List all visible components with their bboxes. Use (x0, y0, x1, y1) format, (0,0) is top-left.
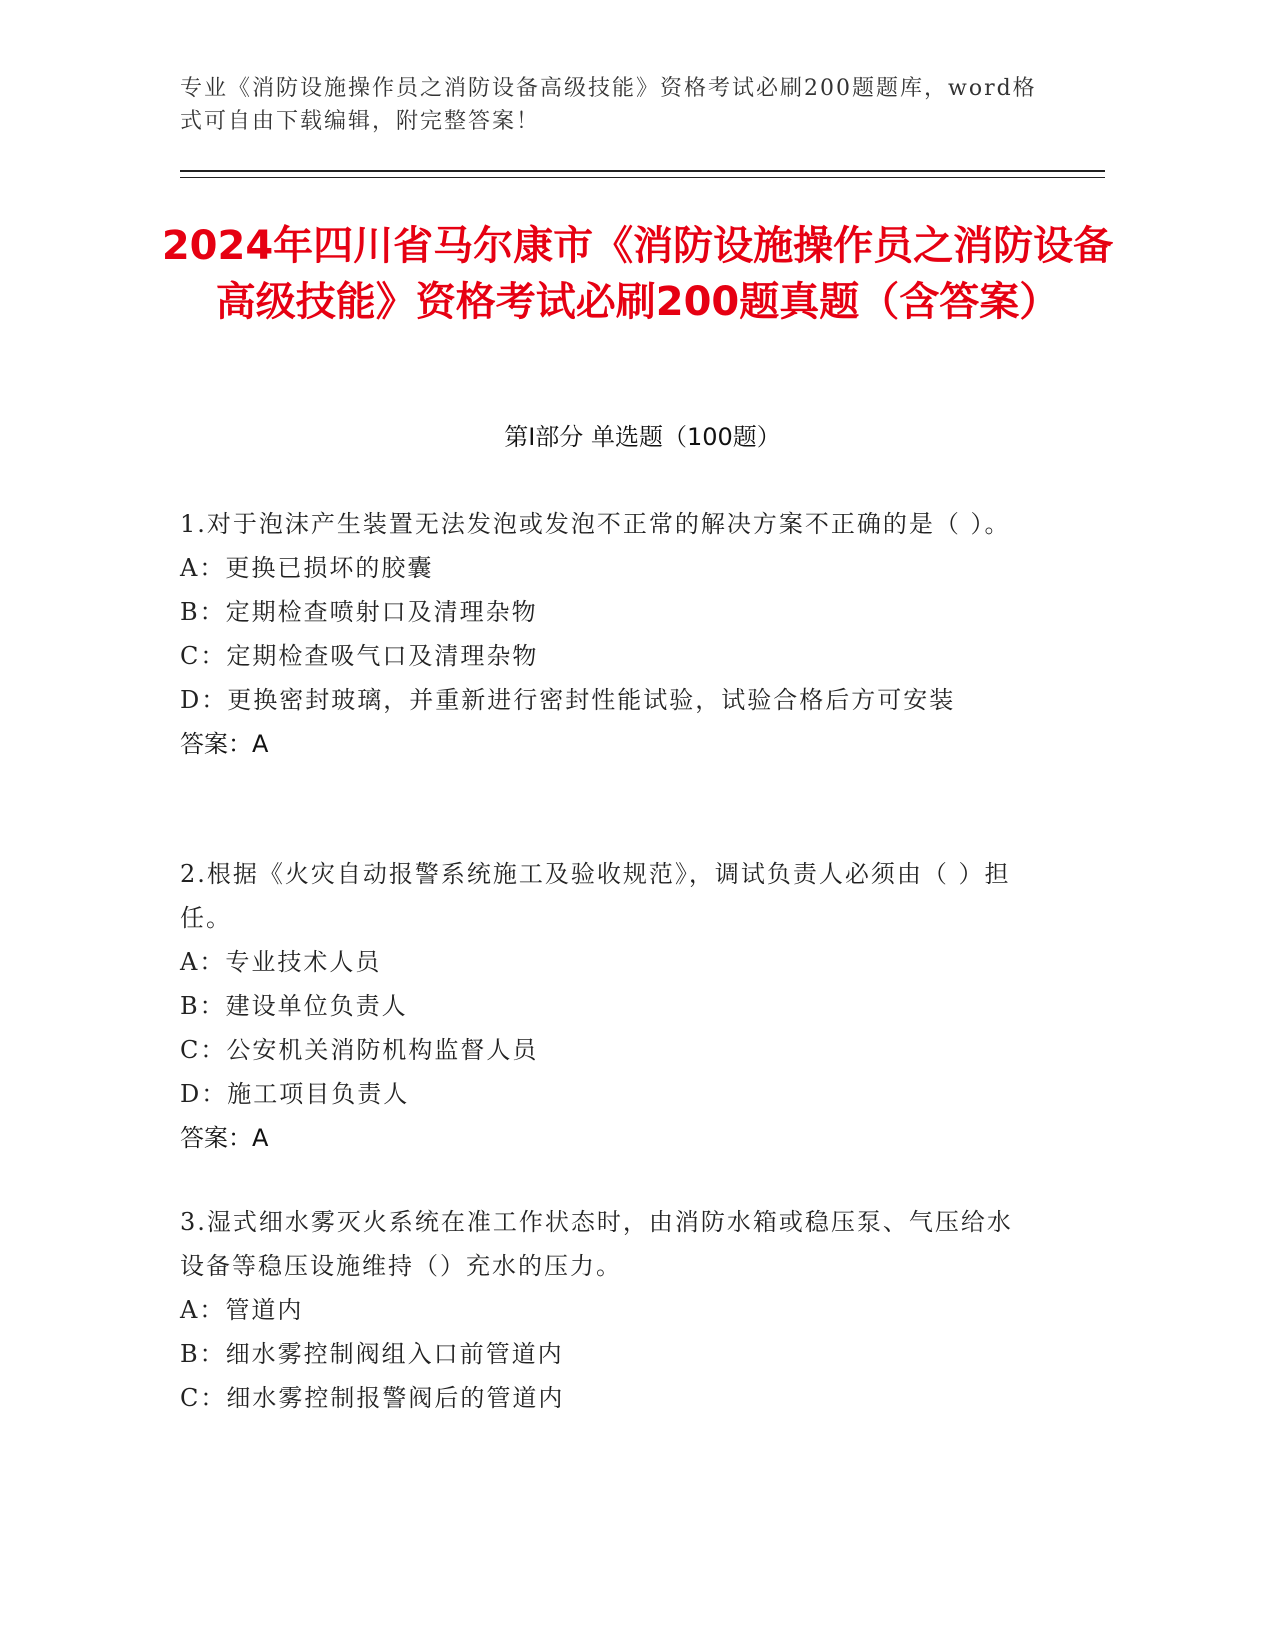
question-stem: 2.根据《火灾自动报警系统施工及验收规范》，调试负责人必须由（ ）担任。 (180, 860, 1011, 932)
option-d: D：更换密封玻璃，并重新进行密封性能试验，试验合格后方可安装 (180, 686, 956, 714)
document-title: 2024年四川省马尔康市《消防设施操作员之消防设备高级技能》资格考试必刷200题真题（含答案） (161, 223, 1114, 325)
option-b: B：定期检查喷射口及清理杂物 (180, 598, 538, 626)
question-2 (180, 852, 1025, 1160)
question-3 (180, 1200, 1025, 1420)
option-b: B：建设单位负责人 (180, 992, 408, 1020)
option-a: A：管道内 (180, 1296, 304, 1324)
option-d: D：施工项目负责人 (180, 1080, 410, 1108)
option-a: A：专业技术人员 (180, 948, 382, 976)
header-divider-thin (180, 177, 1105, 178)
header-note: 专业《消防设施操作员之消防设备高级技能》资格考试必刷200题题库，word格式可自由下载编辑，附完整答案！ (180, 76, 1037, 134)
section-title: 第Ⅰ部分 单选题（100题） (504, 423, 781, 451)
option-c: C：细水雾控制报警阀后的管道内 (180, 1384, 565, 1412)
answer: 答案：A (180, 1124, 269, 1152)
question-stem: 3.湿式细水雾灭火系统在准工作状态时，由消防水箱或稳压泵、气压给水设备等稳压设施维持（）充水的压力。 (180, 1208, 1013, 1280)
option-c: C：公安机关消防机构监督人员 (180, 1036, 539, 1064)
question-stem: 1.对于泡沫产生装置无法发泡或发泡不正常的解决方案不正确的是（ ）。 (180, 510, 1011, 538)
option-c: C：定期检查吸气口及清理杂物 (180, 642, 539, 670)
option-a: A：更换已损坏的胶囊 (180, 554, 434, 582)
option-b: B：细水雾控制阀组入口前管道内 (180, 1340, 564, 1368)
header-divider-thick (180, 170, 1105, 172)
answer: 答案：A (180, 730, 269, 758)
question-1 (180, 502, 1025, 766)
